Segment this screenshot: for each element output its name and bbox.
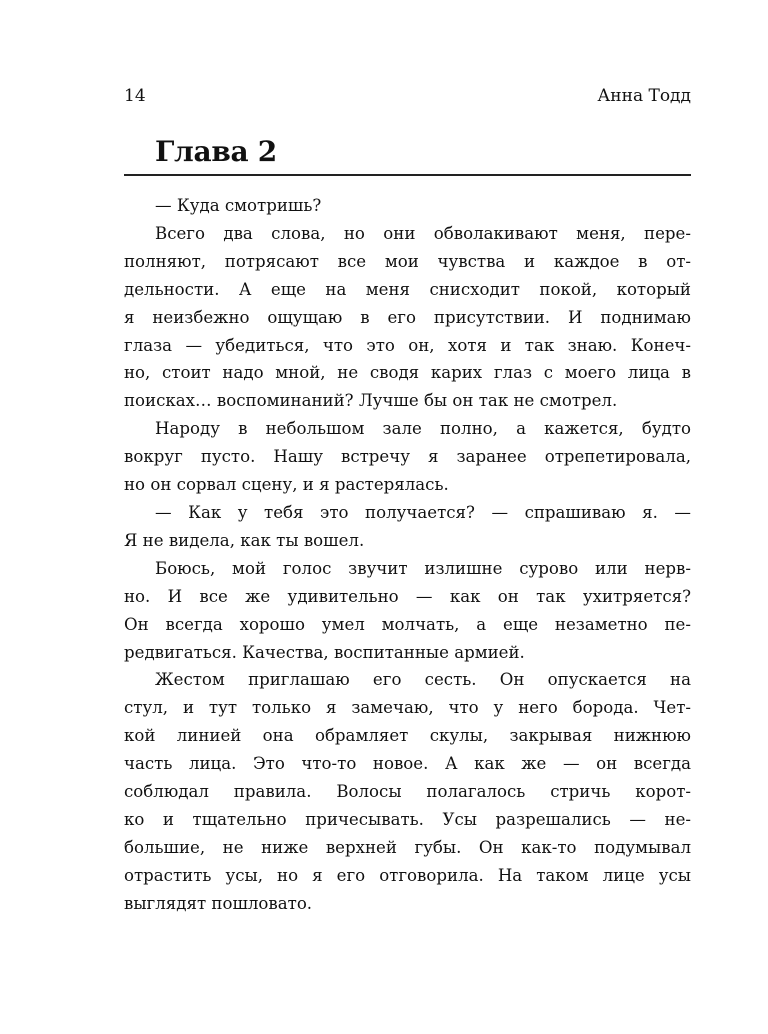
- text-line: Жестом приглашаю его сесть. Он опускается на: [155, 670, 691, 690]
- text-line: Боюсь, мой голос звучит излишне сурово или нерв-: [155, 558, 691, 578]
- text-line: ко и тщательно причесывать. Усы разрешались — не-: [124, 809, 691, 829]
- text-line: дельности. А еще на меня снисходит покой, который: [124, 279, 691, 299]
- text-line: Я не видела, как ты вошел.: [124, 530, 365, 550]
- text-line: Он всегда хорошо умел молчать, а еще незаметно пе-: [124, 614, 691, 634]
- text-line: но, стоит надо мной, не сводя карих глаз с моего лица в: [124, 363, 691, 383]
- text-line: но он сорвал сцену, и я растерялась.: [124, 475, 449, 495]
- text-line: стул, и тут только я замечаю, что у него борода. Чет-: [124, 698, 691, 718]
- text-line: полняют, потрясают все мои чувства и каждое в от-: [124, 251, 691, 271]
- page-number: 14: [124, 86, 146, 106]
- running-head: [124, 84, 691, 108]
- text-line: — Как у тебя это получается? — спрашиваю я. —: [155, 502, 691, 522]
- text-line: глаза — убедиться, что это он, хотя и так знаю. Конеч-: [124, 335, 691, 355]
- text-line: часть лица. Это что-то новое. А как же — он всегда: [124, 754, 691, 774]
- text-line: выглядят пошловато.: [124, 893, 313, 913]
- text-line: вокруг пусто. Нашу встречу я заранее отрепетировала,: [124, 447, 691, 467]
- text-line: отрастить усы, но я его отговорила. На таком лице усы: [124, 865, 691, 885]
- text-line: большие, не ниже верхней губы. Он как-то подумывал: [124, 837, 691, 857]
- text-line: редвигаться. Качества, воспитанные армией.: [124, 642, 525, 662]
- text-line: соблюдал правила. Волосы полагалось стричь корот-: [124, 782, 691, 802]
- chapter-title-rule: [124, 174, 691, 176]
- text-line: я неизбежно ощущаю в его присутствии. И поднимаю: [124, 307, 691, 327]
- chapter-title: Глава 2: [155, 135, 277, 168]
- text-line: Народу в небольшом зале полно, а кажется, будто: [155, 419, 691, 439]
- body-text: [124, 192, 691, 918]
- text-line: Всего два слова, но они обволакивают меня, пере-: [155, 223, 691, 243]
- book-author: Анна Тодд: [597, 86, 691, 106]
- text-line: — Куда смотришь?: [155, 196, 322, 215]
- text-line: поисках… воспоминаний? Лучше бы он так не смотрел.: [124, 391, 618, 411]
- text-line: кой линией она обрамляет скулы, закрывая нижнюю: [124, 726, 691, 746]
- text-line: но. И все же удивительно — как он так ухитряется?: [124, 586, 691, 606]
